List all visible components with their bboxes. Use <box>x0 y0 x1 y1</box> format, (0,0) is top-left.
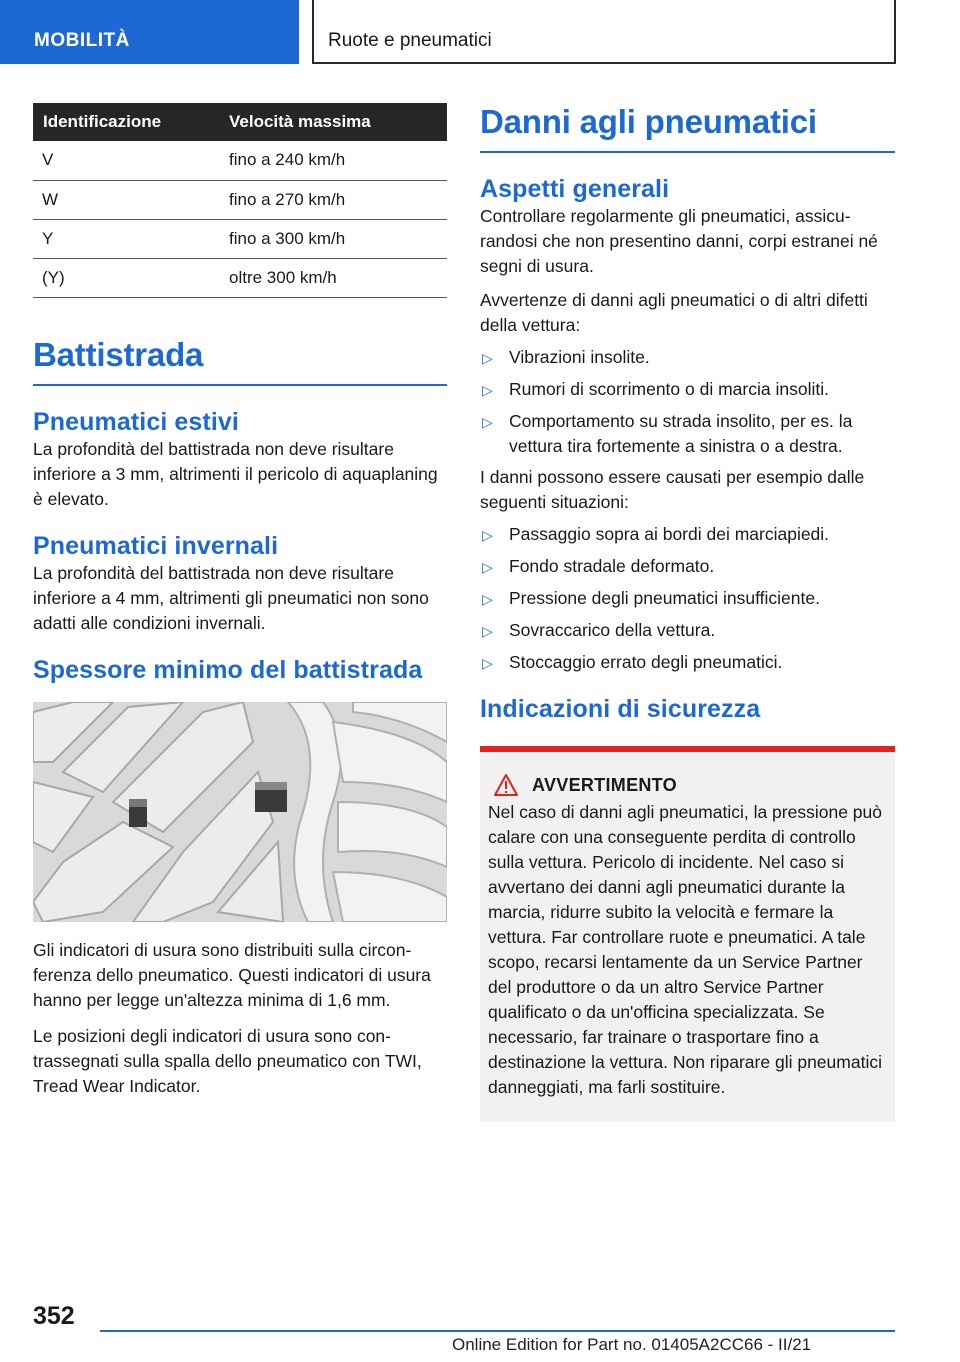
estivi-text: La profondità del battistrada non deve risultare inferiore a 3 mm, altrimenti il pericolo di aquaplaning è elevato. <box>33 438 438 509</box>
table-cell: fino a 300 km/h <box>219 219 447 258</box>
bullet-triangle-icon: ▷ <box>482 559 493 575</box>
table-cell: (Y) <box>33 258 219 297</box>
table-header-row <box>33 103 447 141</box>
list-item: ▷ Rumori di scorrimento o di marcia insoliti. <box>480 377 895 402</box>
list-item: ▷ Sovraccarico della vettura. <box>480 618 895 643</box>
table-cell: fino a 270 km/h <box>219 180 447 219</box>
left-column <box>33 103 447 1099</box>
aspetti-heading: Aspetti generali <box>480 175 670 203</box>
right-column <box>480 103 895 1122</box>
footer-divider <box>100 1330 895 1332</box>
table-cell: oltre 300 km/h <box>219 258 447 297</box>
list-item: ▷ Passaggio sopra ai bordi dei marciapiedi. <box>480 522 895 547</box>
speed-table <box>33 103 447 298</box>
header-section: MOBILITÀ <box>0 0 299 64</box>
invernali-text: La profondità del battistrada non deve risultare inferiore a 4 mm, altrimenti gli pneumatici non sono adatti alle condizioni invernali. <box>33 562 429 633</box>
spessore-text-1: Gli indicatori di usura sono distribuiti sulla circonferenza dello pneumatico. Questi indicatori di usura hanno per legge un'altezza minima di 1,6 mm. <box>33 939 431 1010</box>
bullet-triangle-icon: ▷ <box>482 350 493 366</box>
page-number: 352 <box>33 1302 75 1330</box>
table-cell: fino a 240 km/h <box>219 141 447 180</box>
warning-header <box>488 774 887 796</box>
tire-tread-illustration <box>33 702 447 922</box>
avvertenze-text: Avvertenze di danni agli pneumatici o di altri difetti della vettura: <box>480 290 868 335</box>
table-header-cell: Identificazione <box>33 103 219 141</box>
table-row <box>33 141 447 180</box>
warning-box <box>480 746 895 1122</box>
table-row <box>33 180 447 219</box>
table-cell: V <box>33 141 219 180</box>
footer-edition: Online Edition for Part no. 01405A2CC66 - II/21 <box>452 1335 812 1354</box>
table-header-cell: Velocità massima <box>219 103 447 141</box>
table-cell: Y <box>33 219 219 258</box>
list-item: ▷ Vibrazioni insolite. <box>480 345 895 370</box>
warning-text: Nel caso di danni agli pneumatici, la pressione può calare con una conseguente perdita di controllo sulla vettura. Pericolo di incidente. Nel caso si avvertano dei danni agli pneumatici durante la marcia, ridurre subito la velocità e fermare la vettura. Far controllare ruote e pneumatici. A tale scopo, recarsi lentamente da un Service Partner del produttore o da un altro Service Partner qualificato o da un'officina specializzata. Se necessario, far trainare o trasportare fino a destinazione la vettura. Non riparare gli pneumatici danneggiati, ma farli sostituire. <box>488 802 882 1097</box>
bullet-triangle-icon: ▷ <box>482 591 493 607</box>
spessore-text-2: Le posizioni degli indicatori di usura sono contrassegnati sulla spalla dello pneumatico con TWI, Tread Wear Indicator. <box>33 1025 422 1096</box>
bullet-triangle-icon: ▷ <box>482 527 493 543</box>
invernali-heading: Pneumatici invernali <box>33 531 279 560</box>
table-row <box>33 219 447 258</box>
bullet-triangle-icon: ▷ <box>482 414 493 430</box>
battistrada-heading: Battistrada <box>33 336 447 386</box>
header-chapter: Ruote e pneumatici <box>312 0 896 64</box>
cause-text: I danni possono essere causati per esempio dalle seguenti situazioni: <box>480 467 865 512</box>
causes-list <box>480 522 895 675</box>
estivi-heading: Pneumatici estivi <box>33 407 239 436</box>
warning-title: AVVERTIMENTO <box>532 774 677 795</box>
list-item: ▷ Stoccaggio errato degli pneumatici. <box>480 650 895 675</box>
table-cell: W <box>33 180 219 219</box>
list-item: ▷ Pressione degli pneumatici insufficiente. <box>480 586 895 611</box>
spessore-heading: Spessore minimo del battistrada <box>33 655 423 684</box>
list-item: ▷ Fondo stradale deformato. <box>480 554 895 579</box>
bullet-triangle-icon: ▷ <box>482 382 493 398</box>
aspetti-text: Controllare regolarmente gli pneumatici, assicurandosi che non presentino danni, corpi estranei né segni di usura. <box>480 206 878 276</box>
bullet-triangle-icon: ▷ <box>482 623 493 639</box>
tire-tread-image <box>33 702 447 922</box>
warning-triangle-icon <box>494 774 518 796</box>
table-row <box>33 258 447 297</box>
signs-list <box>480 345 895 459</box>
bullet-triangle-icon: ▷ <box>482 655 493 671</box>
danni-heading: Danni agli pneumatici <box>480 103 895 153</box>
sicurezza-heading: Indicazioni di sicurezza <box>480 695 761 723</box>
list-item: ▷ Comportamento su strada insolito, per es. la vettura tira fortemente a sinistra o a destra. <box>482 411 853 456</box>
